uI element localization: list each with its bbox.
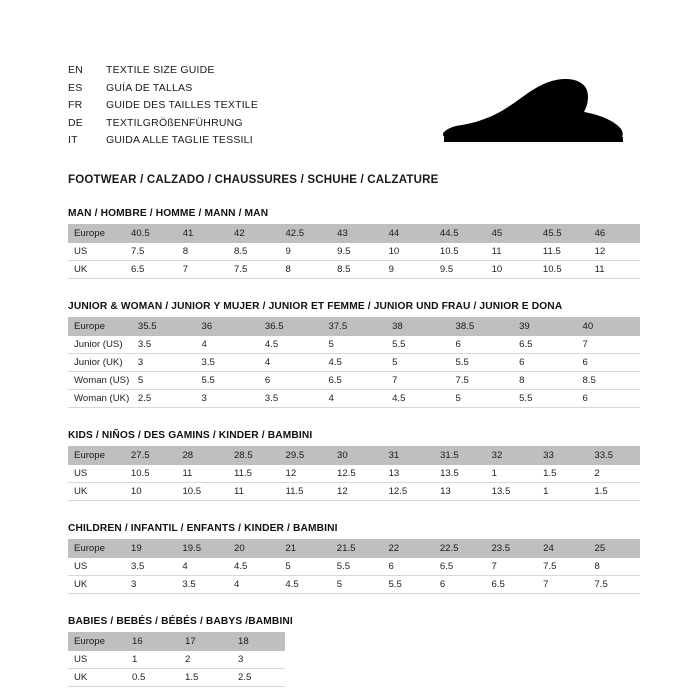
size-cell: 4.5 (386, 390, 449, 408)
size-cell: 36.5 (259, 317, 323, 336)
size-cell: 19 (125, 539, 176, 558)
size-cell: 4.5 (228, 558, 279, 576)
size-cell: 7.5 (125, 243, 177, 261)
size-cell: 31 (383, 446, 435, 465)
row-label: Woman (UK) (68, 390, 132, 408)
table-row (68, 465, 640, 483)
size-cell: 7 (485, 558, 537, 576)
size-cell: 12 (280, 465, 332, 483)
size-cell: 7 (386, 372, 449, 390)
language-code: EN (68, 64, 83, 76)
language-row (68, 97, 258, 115)
size-cell: 6 (449, 336, 513, 354)
table-row (68, 224, 640, 243)
size-table-group (68, 430, 640, 501)
language-title: TEXTILGRÖßENFÜHRUNG (106, 116, 243, 129)
size-cell: 5.5 (382, 576, 433, 594)
size-cell: 8.5 (228, 243, 279, 261)
size-cell: 3 (125, 576, 176, 594)
size-cell: 8 (177, 243, 228, 261)
size-cell: 44.5 (434, 224, 486, 243)
size-cell: 2.5 (132, 390, 196, 408)
size-cell: 29.5 (280, 446, 332, 465)
size-cell: 4 (322, 390, 386, 408)
size-cell: 46 (589, 224, 640, 243)
size-cell: 19.5 (176, 539, 228, 558)
language-code: ES (68, 81, 83, 94)
size-cell: 32 (486, 446, 538, 465)
language-title: GUÍA DE TALLAS (106, 81, 193, 94)
size-cell: 8 (279, 261, 331, 279)
size-table (68, 446, 640, 501)
size-cell: 30 (331, 446, 383, 465)
row-label: UK (68, 483, 125, 501)
size-cell: 3.5 (176, 576, 228, 594)
table-row (68, 243, 640, 261)
table-row (68, 372, 640, 390)
size-cell: 5.5 (331, 558, 383, 576)
size-cell: 9.5 (331, 243, 382, 261)
size-cell: 6 (576, 390, 640, 408)
size-cell: 10.5 (434, 243, 486, 261)
size-cell: 11.5 (228, 465, 280, 483)
size-cell: 44 (383, 224, 434, 243)
table-row (68, 632, 285, 651)
language-row (68, 115, 258, 133)
size-cell: 28.5 (228, 446, 280, 465)
size-cell: 3 (232, 651, 285, 669)
size-cell: 5 (322, 336, 386, 354)
size-cell: 10 (383, 243, 434, 261)
language-title: GUIDE DES TAILLES TEXTILE (106, 99, 259, 111)
size-cell: 41 (177, 224, 228, 243)
size-cell: 18 (232, 632, 285, 651)
size-cell: 10.5 (125, 465, 177, 483)
size-tables (68, 208, 640, 687)
size-cell: 10.5 (176, 483, 228, 501)
size-table-title: KIDS / NIÑOS / DES GAMINS / KINDER / BAMBINI (68, 430, 313, 441)
size-cell: 10.5 (537, 261, 589, 279)
size-cell: 13 (434, 483, 486, 501)
table-row (68, 446, 640, 465)
size-cell: 1 (537, 483, 588, 501)
size-cell: 35.5 (132, 317, 196, 336)
table-row (68, 558, 640, 576)
size-cell: 42 (228, 224, 279, 243)
row-label: Junior (US) (68, 336, 132, 354)
size-table (68, 317, 640, 408)
row-label: Woman (US) (68, 372, 132, 390)
size-cell: 24 (537, 539, 588, 558)
size-cell: 6 (576, 354, 640, 372)
row-label: Europe (68, 539, 125, 558)
size-cell: 17 (179, 632, 232, 651)
size-cell: 25 (589, 539, 641, 558)
size-cell: 9 (279, 243, 331, 261)
size-cell: 22.5 (434, 539, 486, 558)
row-label: US (68, 243, 125, 261)
size-cell: 2 (179, 651, 232, 669)
size-cell: 45 (486, 224, 537, 243)
size-cell: 13.5 (486, 483, 538, 501)
size-table-title: MAN / HOMBRE / HOMME / MANN / MAN (68, 208, 269, 219)
row-label: US (68, 465, 125, 483)
size-cell: 21 (279, 539, 330, 558)
size-cell: 33 (537, 446, 588, 465)
size-table-title: JUNIOR & WOMAN / JUNIOR Y MUJER / JUNIOR ET FEMME / JUNIOR UND FRAU / JUNIOR E DONA (68, 301, 563, 312)
table-row (68, 336, 640, 354)
row-label: Junior (UK) (68, 354, 132, 372)
size-table-title: CHILDREN / INFANTIL / ENFANTS / KINDER / BAMBINI (68, 523, 338, 534)
size-cell: 37.5 (322, 317, 386, 336)
size-cell: 6 (382, 558, 433, 576)
size-cell: 10 (125, 483, 177, 501)
size-cell: 11.5 (280, 483, 332, 501)
size-cell: 8.5 (331, 261, 382, 279)
size-cell: 40 (576, 317, 640, 336)
size-cell: 1 (126, 651, 179, 669)
size-table-group (68, 301, 640, 408)
size-cell: 42.5 (279, 224, 331, 243)
size-cell: 6.5 (125, 261, 177, 279)
size-cell: 11 (486, 243, 537, 261)
language-row (68, 132, 258, 150)
size-cell: 39 (513, 317, 576, 336)
size-cell: 5 (386, 354, 449, 372)
row-label: US (68, 651, 126, 669)
size-cell: 6 (259, 372, 323, 390)
size-cell: 7 (537, 576, 588, 594)
row-label: UK (68, 669, 126, 687)
row-label: Europe (68, 224, 125, 243)
size-cell: 23.5 (485, 539, 537, 558)
size-table (68, 632, 285, 687)
language-title: TEXTILE SIZE GUIDE (106, 64, 215, 76)
row-label: UK (68, 261, 125, 279)
size-cell: 6.5 (434, 558, 486, 576)
size-cell: 7.5 (537, 558, 588, 576)
size-cell: 7.5 (449, 372, 513, 390)
size-cell: 7.5 (228, 261, 279, 279)
size-cell: 4.5 (322, 354, 386, 372)
table-row (68, 483, 640, 501)
size-cell: 10 (486, 261, 537, 279)
size-cell: 12.5 (331, 465, 383, 483)
size-cell: 4 (195, 336, 258, 354)
size-cell: 12 (589, 243, 640, 261)
size-cell: 7.5 (589, 576, 641, 594)
size-cell: 8 (513, 372, 576, 390)
size-cell: 5 (331, 576, 383, 594)
size-cell: 1.5 (537, 465, 588, 483)
row-label: US (68, 558, 125, 576)
size-cell: 12 (331, 483, 383, 501)
size-cell: 6.5 (513, 336, 576, 354)
size-table-group (68, 523, 640, 594)
document-header (68, 62, 640, 154)
row-label: Europe (68, 632, 126, 651)
table-row (68, 390, 640, 408)
size-cell: 1 (486, 465, 538, 483)
size-cell: 38.5 (449, 317, 513, 336)
footwear-section-title: FOOTWEAR / CALZADO / CHAUSSURES / SCHUHE / CALZATURE (68, 174, 439, 186)
language-code: DE (68, 116, 83, 129)
size-table-group (68, 616, 640, 687)
size-cell: 9.5 (434, 261, 486, 279)
size-cell: 7 (576, 336, 640, 354)
size-cell: 22 (382, 539, 433, 558)
size-cell: 6.5 (322, 372, 386, 390)
size-cell: 5.5 (513, 390, 576, 408)
size-cell: 4.5 (259, 336, 323, 354)
size-cell: 1.5 (179, 669, 232, 687)
size-cell: 9 (383, 261, 434, 279)
size-cell: 28 (176, 446, 228, 465)
size-cell: 11 (228, 483, 280, 501)
size-cell: 16 (126, 632, 179, 651)
size-cell: 3 (132, 354, 196, 372)
size-cell: 4.5 (279, 576, 330, 594)
language-code: FR (68, 99, 83, 111)
size-cell: 4 (176, 558, 228, 576)
size-table (68, 539, 640, 594)
size-cell: 5 (449, 390, 513, 408)
language-row (68, 62, 258, 80)
size-cell: 3 (195, 390, 258, 408)
size-cell: 36 (195, 317, 258, 336)
table-row (68, 317, 640, 336)
size-cell: 27.5 (125, 446, 177, 465)
size-cell: 5.5 (386, 336, 449, 354)
size-cell: 11.5 (537, 243, 589, 261)
size-cell: 1.5 (588, 483, 640, 501)
size-cell: 3.5 (132, 336, 196, 354)
size-cell: 4 (228, 576, 279, 594)
size-cell: 38 (386, 317, 449, 336)
size-cell: 8.5 (576, 372, 640, 390)
size-cell: 13 (383, 465, 435, 483)
size-cell: 45.5 (537, 224, 589, 243)
table-row (68, 354, 640, 372)
size-cell: 6.5 (485, 576, 537, 594)
size-cell: 2 (588, 465, 640, 483)
size-cell: 33.5 (588, 446, 640, 465)
size-table-title: BABIES / BEBÉS / BÉBÉS / BABYS /BAMBINI (68, 616, 293, 627)
row-label: Europe (68, 317, 132, 336)
table-row (68, 539, 640, 558)
size-cell: 40.5 (125, 224, 177, 243)
size-cell: 3.5 (125, 558, 176, 576)
size-cell: 31.5 (434, 446, 486, 465)
size-cell: 12.5 (383, 483, 435, 501)
size-cell: 5 (279, 558, 330, 576)
language-title-list (68, 62, 258, 150)
size-cell: 3.5 (195, 354, 258, 372)
language-code: IT (68, 134, 78, 146)
size-cell: 5.5 (195, 372, 258, 390)
table-row (68, 651, 285, 669)
size-cell: 6 (434, 576, 486, 594)
size-cell: 6 (513, 354, 576, 372)
table-row (68, 669, 285, 687)
size-cell: 5 (132, 372, 196, 390)
size-cell: 13.5 (434, 465, 486, 483)
size-cell: 2.5 (232, 669, 285, 687)
size-cell: 4 (259, 354, 323, 372)
dress-shoe-icon (438, 76, 628, 154)
table-row (68, 261, 640, 279)
size-cell: 5.5 (449, 354, 513, 372)
size-table-group (68, 208, 640, 279)
size-cell: 3.5 (259, 390, 323, 408)
size-cell: 21.5 (331, 539, 383, 558)
size-cell: 20 (228, 539, 279, 558)
language-row (68, 80, 258, 98)
size-cell: 7 (177, 261, 228, 279)
size-table (68, 224, 640, 279)
size-cell: 43 (331, 224, 382, 243)
size-cell: 11 (589, 261, 640, 279)
language-title: GUIDA ALLE TAGLIE TESSILI (106, 134, 253, 146)
table-row (68, 576, 640, 594)
size-cell: 8 (589, 558, 641, 576)
row-label: Europe (68, 446, 125, 465)
row-label: UK (68, 576, 125, 594)
size-cell: 0.5 (126, 669, 179, 687)
size-cell: 11 (176, 465, 228, 483)
